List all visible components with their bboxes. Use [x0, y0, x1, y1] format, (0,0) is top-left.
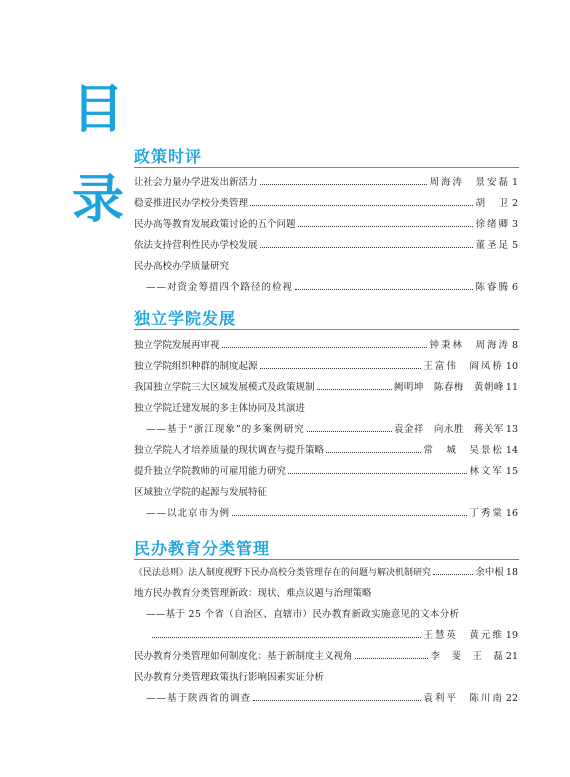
entry-page: 3 [511, 219, 518, 230]
leader-dots [260, 368, 422, 369]
leader-dots [260, 184, 428, 185]
entry-authors: 常 城 吴景松 [423, 445, 504, 456]
toc-entry[interactable] [134, 176, 518, 190]
entry-page: 10 [505, 361, 518, 372]
entry-title: 独立学院迁建发展的多主体协同及其演进 [134, 403, 306, 414]
entry-title: 独立学院人才培养质量的现状调查与提升策略 [134, 445, 325, 456]
leader-dots [433, 574, 473, 575]
leader-dots [295, 289, 473, 290]
leader-dots [253, 700, 421, 701]
entry-authors: 阙明坤 陈春梅 黄朝峰 [393, 382, 504, 393]
toc-entry[interactable] [134, 360, 518, 374]
leader-dots [355, 658, 429, 659]
leader-dots [250, 205, 473, 206]
entry-authors: 袁金祥 向永胜 蒋关军 [393, 424, 504, 435]
entry-page: 19 [505, 630, 518, 641]
entry-authors: 余中根 [475, 567, 504, 578]
entry-title: 独立学院组织种群的制度起源 [134, 361, 258, 372]
entry-title: 独立学院发展再审视 [134, 340, 220, 351]
entry-title: 依法支持营利性民办学校发展 [134, 240, 258, 251]
entry-subtitle: ——基于陕西省的调查 [146, 693, 252, 704]
leader-dots [152, 637, 421, 638]
entry-authors: 李 斐 王 磊 [430, 651, 504, 662]
toc-entry-subtitle[interactable] [134, 281, 518, 295]
toc-entry[interactable] [134, 197, 518, 211]
toc-entry-heading[interactable] [134, 486, 518, 500]
toc-entry-heading[interactable] [134, 587, 518, 601]
entry-title: 民办教育分类管理如何制度化：基于新制度主义视角 [134, 651, 353, 662]
section-heading-classified-management: 民办教育分类管理 [134, 539, 271, 558]
entry-page: 14 [505, 445, 518, 456]
leader-dots [260, 247, 474, 248]
entry-authors: 丁秀棠 [469, 508, 504, 519]
entry-subtitle: ——对资金筹措四个路径的检视 [146, 282, 294, 293]
toc-entry-heading[interactable] [134, 671, 518, 685]
entry-subtitle: ——基于“浙江现象”的多案例研究 [146, 424, 305, 435]
entry-page: 21 [505, 651, 518, 662]
toc-entry-heading[interactable] [134, 260, 518, 274]
toc-entry[interactable] [134, 465, 518, 479]
leader-dots [288, 473, 467, 474]
entry-page: 16 [505, 508, 518, 519]
section-divider [134, 167, 519, 168]
toc-entry-subtitle[interactable] [134, 507, 518, 521]
entry-title: 稳妥推进民办学校分类管理 [134, 198, 249, 209]
entry-page: 1 [511, 177, 518, 188]
section-divider [134, 329, 519, 330]
entry-title: 区域独立学院的起源与发展特征 [134, 487, 268, 498]
toc-entry-subtitle[interactable] [134, 608, 518, 622]
toc-entry[interactable] [134, 339, 518, 353]
toc-entry-heading[interactable] [134, 402, 518, 416]
entry-authors: 王富伟 阎凤桥 [423, 361, 504, 372]
entry-title: 提升独立学院教师的可雇用能力研究 [134, 466, 287, 477]
leader-dots [317, 389, 392, 390]
toc-entry-subtitle[interactable] [134, 692, 518, 706]
entry-title: 民办高校办学质量研究 [134, 261, 230, 272]
entry-authors: 陈睿腾 [475, 282, 510, 293]
entry-page: 11 [505, 382, 518, 393]
toc-entry[interactable] [134, 650, 518, 664]
entry-title: 让社会力量办学进发出新活力 [134, 177, 258, 188]
entry-page: 15 [505, 466, 518, 477]
section-heading-independent-colleges: 独立学院发展 [134, 309, 237, 328]
entry-subtitle: ——基于 25 个省（自治区、直辖市）民办教育新政实施意见的文本分析 [146, 609, 460, 620]
entry-page: 5 [511, 240, 518, 251]
entry-authors: 钟秉林 周海涛 [429, 340, 510, 351]
entry-title: 民办教育分类管理政策执行影响因素实证分析 [134, 672, 325, 683]
entry-authors: 王慧英 黄元维 [423, 630, 504, 641]
entry-authors: 袁利平 陈川南 [423, 693, 504, 704]
toc-entry-continuation[interactable] [134, 629, 518, 643]
toc-entry[interactable] [134, 218, 518, 232]
toc-title-char-2: 录 [71, 170, 124, 230]
toc-entry[interactable] [134, 444, 518, 458]
entry-authors: 林文军 [469, 466, 504, 477]
leader-dots [232, 515, 467, 516]
leader-dots [298, 226, 474, 227]
entry-title: 地方民办教育分类管理新政：现状、难点议题与治理策略 [134, 588, 372, 599]
entry-title: 我国独立学院三大区域发展模式及政策规制 [134, 382, 315, 393]
toc-title-char-1: 目 [71, 80, 124, 140]
entry-title: 《民法总则》法人制度视野下民办高校分类管理存在的问题与解决机制研究 [134, 568, 432, 578]
leader-dots [222, 347, 428, 348]
entry-authors: 董圣足 [475, 240, 510, 251]
entry-page: 8 [511, 340, 518, 351]
entry-page: 6 [511, 282, 518, 293]
entry-page: 2 [511, 198, 518, 209]
leader-dots [307, 431, 392, 432]
toc-entry[interactable] [134, 239, 518, 253]
entry-page: 18 [505, 567, 518, 578]
section-divider [134, 559, 519, 560]
entry-title: 民办高等教育发展政策讨论的五个问题 [134, 219, 296, 230]
leader-dots [326, 452, 421, 453]
section-heading-policy-review: 政策时评 [134, 147, 203, 166]
toc-entry[interactable] [134, 381, 518, 395]
entry-authors: 周海涛 景安磊 [429, 177, 510, 188]
toc-entry-subtitle[interactable] [134, 423, 518, 437]
toc-entry[interactable] [134, 566, 518, 580]
entry-authors: 胡 卫 [475, 198, 510, 209]
entry-subtitle: ——以北京市为例 [146, 508, 231, 519]
entry-authors: 徐绪卿 [475, 219, 510, 230]
entry-page: 13 [505, 424, 518, 435]
entry-page: 22 [505, 693, 518, 704]
